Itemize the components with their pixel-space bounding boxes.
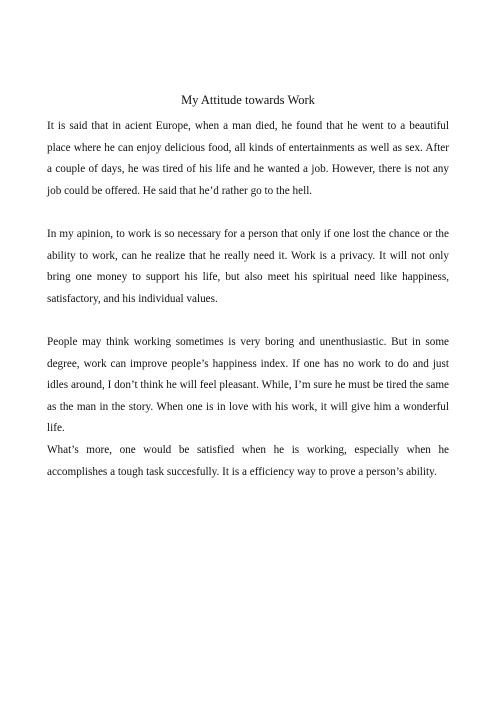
paragraph-1: It is said that in acient Europe, when a man died, he found that he went to a beautiful place where he can enjoy delicious food, all kinds of entertainments as well as sex. After a couple of days, he was tired of his life and he wanted a job. However, there is not any job could be offered. He said that he’d rather go to the hell. bbox=[47, 120, 449, 197]
paragraph-2: In my apinion, to work is so necessary for a person that only if one lost the chance or the ability to work, can he realize that he really need it. Work is a privacy. It will not only bring one money to support his life, but also meet his spiritual need like happiness, satisfactory, and his individual values. bbox=[47, 227, 449, 305]
document-title: My Attitude towards Work bbox=[181, 93, 315, 107]
paragraph-3: People may think working sometimes is very boring and unenthusiastic. But in some degree, work can improve people’s happiness index. If one has no work to do and just idles around, I don’t think he will feel pleasant. While, I’m sure he must be tired the same as the man in the story. When one is in love with his work, it will give him a wonderful life. bbox=[47, 335, 449, 435]
document-body bbox=[47, 116, 449, 483]
paragraph-4: What’s more, one would be satisfied when he is working, especially when he accomplishes a tough task succesfully. It is a efficiency way to prove a person’s ability. bbox=[47, 443, 449, 478]
